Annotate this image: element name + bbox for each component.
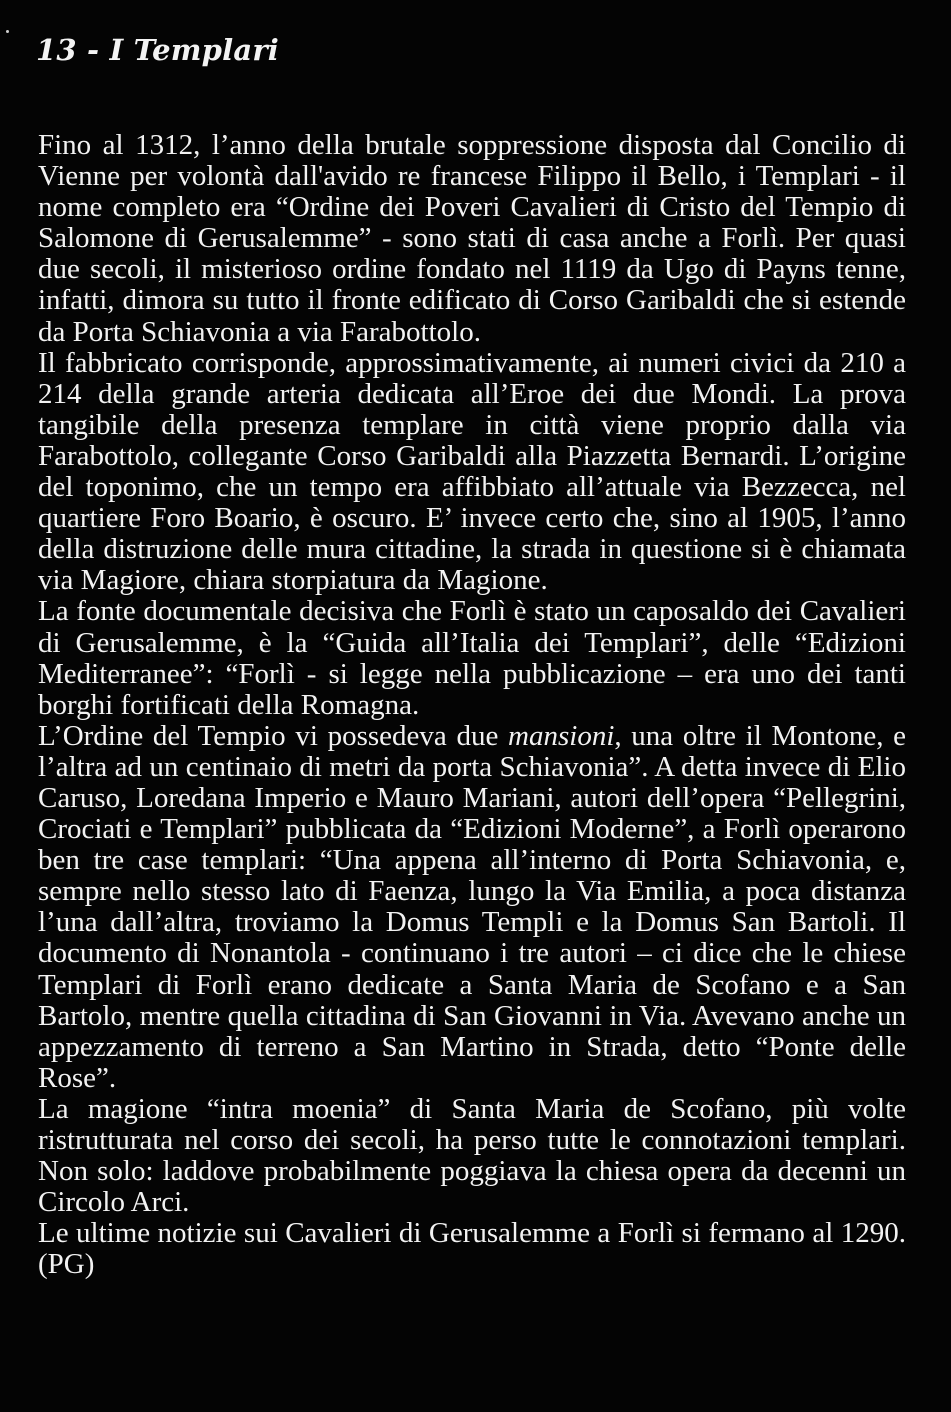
paragraph-4-rest: , una oltre il Montone, e l’altra ad un centinaio di metri da porta Schiavonia”. A detta invece di Elio Caruso, Loredana Imperio e Mauro Mariani, autori dell’opera “Pellegrini, Crociati e Templari” pubblicata da “Edizioni Moderne”, a Forlì operarono ben tre case templari: “Una appena all’interno di Porta Schiavonia, e, sempre nello stesso lato di Faenza, lungo la Via Emilia, a poca distanza l’una dall’altra, troviamo la Domus Templi e la Domus San Bartoli. Il documento di Nonantola - continuano i tre autori – ci dice che le chiese Templari di Forlì erano dedicate a Santa Maria de Scofano e a San Bartolo, mentre quella cittadina di San Giovanni in Via. Avevano anche un appezzamento di terreno a San Martino in Strada, detto “Ponte delle Rose”. [38, 719, 906, 1094]
paragraph-2: Il fabbricato corrisponde, approssimativamente, ai numeri civici da 210 a 214 della grande arteria dedicata all’Eroe dei due Mondi. La prova tangibile della presenza templare in città viene proprio dalla via Farabottolo, collegante Corso Garibaldi alla Piazzetta Bernardi. L’origine del toponimo, che un tempo era affibbiato all’attuale via Bezzecca, nel quartiere Foro Boario, è oscuro. E’ invece certo che, sino al 1905, l’anno della distruzione delle mura cittadine, la strada in questione si è chiamata via Magiore, chiara storpiatura da Magione. [38, 346, 906, 597]
paragraph-4 [38, 721, 906, 1094]
chapter-title: 13 - I Templari [36, 33, 280, 67]
dust-speck [6, 30, 9, 33]
paragraph-4-start: L’Ordine del Tempio vi possedeva due [38, 719, 509, 752]
paragraph-3: La fonte documentale decisiva che Forlì è stato un caposaldo dei Cavalieri di Gerusalemme, è la “Guida all’Italia dei Templari”, delle “Edizioni Mediterranee”: “Forlì - si legge nella pubblicazione – era uno dei tanti borghi fortificati della Romagna. [38, 595, 906, 721]
paragraph-4-italic-term: mansioni [508, 719, 615, 752]
paragraph-1: Fino al 1312, l’anno della brutale soppressione disposta dal Concilio di Vienne per volontà dall'avido re francese Filippo il Bello, i Templari - il nome completo era “Ordine dei Poveri Cavalieri di Cristo del Tempio di Salomone di Gerusalemme” - sono stati di casa anche a Forlì. Per quasi due secoli, il misterioso ordine fondato nel 1119 da Ugo di Payns tenne, infatti, dimora su tutto il fronte edificato di Corso Garibaldi che si estende da Porta Schiavonia a via Farabottolo. [38, 129, 906, 348]
article-body [38, 130, 906, 1280]
paragraph-5: La magione “intra moenia” di Santa Maria de Scofano, più volte ristrutturata nel corso dei secoli, ha perso tutte le connotazioni templari. Non solo: laddove probabilmente poggiava la chiesa opera da decenni un Circolo Arci. [38, 1092, 906, 1219]
paragraph-6: Le ultime notizie sui Cavalieri di Gerusalemme a Forlì si fermano al 1290. (PG) [38, 1217, 906, 1281]
